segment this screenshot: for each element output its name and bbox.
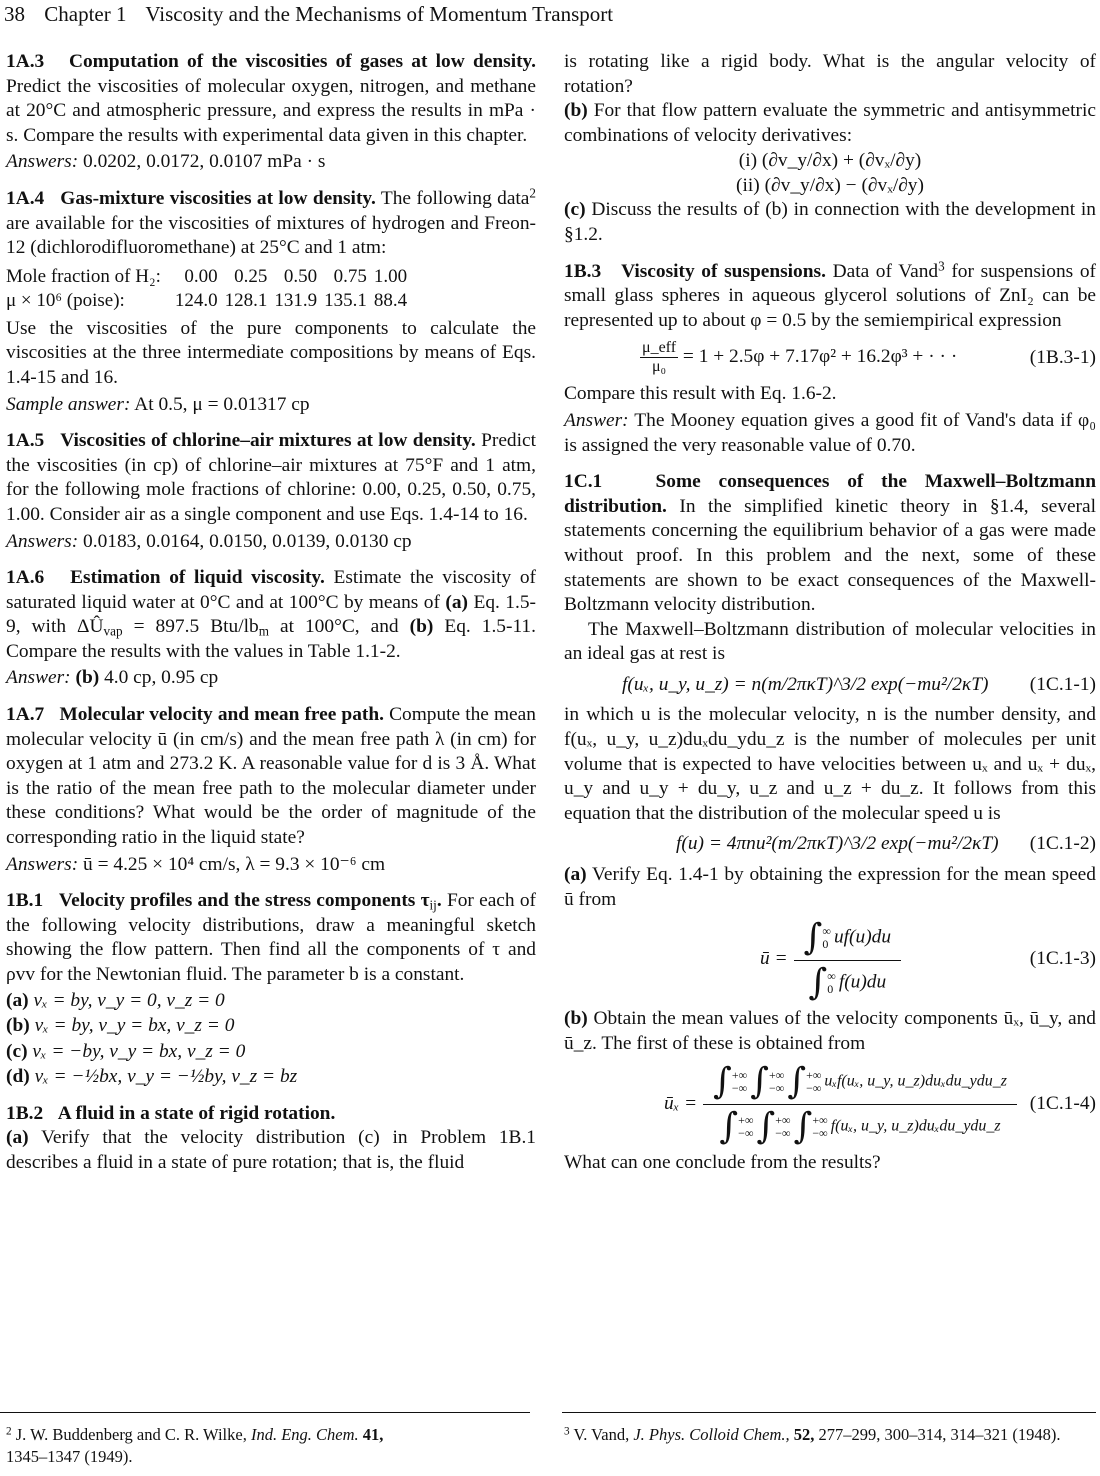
problem-id: 1B.2 [6, 1102, 44, 1124]
integral-sign: ∫ [803, 917, 823, 959]
equation-ii: (ii) (∂v_y/∂x) − (∂vₓ/∂y) [736, 175, 924, 197]
footnote-pages: 277–299, 300–314, 314–321 (1948). [818, 1425, 1061, 1444]
problem-body-2: Use the viscosities of the pure components to calculate the viscosities at the three intermediate compositions by means of Eqs. 1.4-15 and 16. [6, 317, 536, 388]
integrand: uₓf(uₓ, u_y, u_z)duₓdu_ydu_z [824, 1073, 1007, 1091]
equation-body [640, 339, 957, 376]
denominator [709, 1105, 1010, 1148]
problem-1B1 [6, 889, 536, 1089]
part-label: (b) [564, 1008, 588, 1030]
subscript: ij [429, 897, 437, 913]
problem-body-b: Eq. 1.5-9, with ΔÛ [6, 591, 536, 638]
integral-sign: ∫ [713, 1061, 732, 1103]
footnote-number: 3 [564, 1425, 570, 1438]
answer-label: Sample answer: [6, 393, 131, 415]
table-cell: 128.1 [224, 289, 268, 311]
footnote-ref: 3 [938, 257, 945, 273]
answer-label: Answers: [6, 151, 79, 173]
equation-1C1-2 [564, 832, 1096, 857]
list-item [6, 1013, 536, 1039]
footnote-rule [562, 1412, 1096, 1413]
item-label: (b) [6, 1015, 30, 1037]
problem-body-3: in which u is the molecular velocity, n is the number density, and f(uₓ, u_y, u_z)duₓdu_ydu_z is the number of molecules per unit volume that is expected to have velocities between uₓ and uₓ + duₓ, u_y and u_y + du_y, u_z and u_z + du_z. It follows from this equation that the distribution of the molecular speed u is [564, 704, 1096, 824]
table-cell: 135.1 [324, 289, 367, 311]
problem-body-cont: for suspensions of small glass spheres in aqueous glycerol solutions of ZnI₂ can be represented up to about φ = 0.5 by the semiempirical expression [564, 260, 1097, 331]
problem-1A7 [6, 703, 536, 877]
list-item [6, 988, 536, 1014]
part-label: (a) [6, 1127, 29, 1149]
problem-title: Molecular velocity and mean free path. [59, 704, 384, 726]
problem-body-c: Discuss the results of (b) in connection with the development in §1.2. [564, 199, 1096, 245]
page-number: 38 [4, 2, 25, 26]
lower-limit: −∞ [775, 1126, 791, 1141]
item-label: (d) [6, 1066, 30, 1088]
problem-body-b: For that flow pattern evaluate the symmetric and antisymmetric combinations of velocity derivatives: [564, 100, 1096, 146]
problem-body: Estimate the viscosity of saturated liquid water at 0°C and at 100°C by means of [6, 567, 536, 613]
lower-limit: −∞ [769, 1081, 785, 1096]
answer-label: Answers: [6, 530, 79, 552]
equation-lhs: ū = [760, 948, 788, 970]
fraction [794, 917, 901, 1004]
data-table [6, 265, 414, 313]
upper-limit: ∞ [827, 969, 836, 984]
row-label: Mole fraction of H₂: [6, 265, 161, 287]
equation-i: (i) (∂v_y/∂x) + (∂vₓ/∂y) [738, 150, 922, 172]
equation-lhs: ūₓ = [664, 1092, 698, 1114]
numerator: μ_eff [642, 339, 677, 357]
chapter-title: Viscosity and the Mechanisms of Momentum Transport [145, 2, 614, 26]
problem-body: Data of Vand [832, 260, 939, 282]
problem-body: Verify that the velocity distribution (c) in Problem 1B.1 describes a fluid in a state of pure rotation; that is, the fluid [6, 1127, 536, 1173]
problem-body-e: Eq. 1.5-11. Compare the results with the values in Table 1.1-2. [6, 616, 536, 662]
table-cell: 124.0 [174, 289, 218, 311]
problem-title: A fluid in a state of rigid rotation. [57, 1102, 336, 1124]
problem-body: The following data [380, 187, 530, 209]
table-cell: 0.00 [184, 265, 218, 287]
problem-1C1 [564, 470, 1096, 1176]
equation-number: (1C.1-3) [1029, 948, 1096, 970]
problem-id: 1B.3 [564, 260, 602, 282]
numerator [703, 1062, 1017, 1105]
problem-body: is rotating like a rigid body. What is the angular velocity of rotation? [564, 51, 1096, 97]
problem-title: Some consequences of the Maxwell–Boltzmann distribution. [564, 471, 1096, 517]
denominator [798, 961, 896, 1004]
equation-body: f(u) = 4πnu²(m/2πκT)^3/2 exp(−mu²/2κT) [676, 833, 999, 855]
equation-number: (1C.1-1) [1029, 673, 1096, 695]
problem-body: Compute the mean molecular velocity ū (in cm/s) and the mean free path λ (in cm) for oxygen at 1 atm and 273.2 K. A reasonable value for d is 3 Å. What is the ratio of the mean free path to the molecular diameter under these conditions? What would be the order of magnitude of the corresponding ratio in the liquid state? [6, 704, 536, 849]
integral-limits [732, 1069, 747, 1095]
upper-limit: +∞ [806, 1068, 822, 1083]
footnote-ref: 2 [529, 185, 537, 201]
footnote-journal: Ind. Eng. Chem. [250, 1425, 359, 1444]
answer-text: 4.0 cp, 0.95 cp [104, 667, 219, 689]
integral-limits [738, 1114, 753, 1140]
upper-limit: +∞ [731, 1068, 748, 1083]
integrand: f(u)du [838, 971, 887, 993]
problem-body-d: at 100°C, and [279, 616, 399, 638]
problem-body-c: Compare this result with Eq. 1.6-2. [564, 383, 837, 405]
fraction [640, 339, 678, 376]
answer [6, 666, 536, 691]
integral-limits [775, 1114, 790, 1140]
problem-body-end: What can one conclude from the results? [564, 1152, 881, 1174]
table-cell: 1.00 [373, 265, 408, 287]
problem-id: 1A.5 [6, 430, 45, 452]
problem-title: Viscosity of suspensions. [621, 260, 826, 282]
problem-body: Predict the viscosities (in cp) of chlorine–air mixtures at 75°F and 1 atm, for the following mole fractions of chlorine: 0.00, 0.25, 0.50, 0.75, 1.00. Consider air as a single component and use Eqs. 1.4-14 to 16. [6, 430, 537, 525]
integral-sign: ∫ [793, 1106, 813, 1148]
numerator [794, 918, 901, 961]
table-cell: 0.25 [234, 265, 268, 287]
equation-number: (1C.1-4) [1029, 1092, 1096, 1114]
problem-1B2-continued [564, 50, 1096, 248]
integral-limits [806, 1069, 821, 1095]
equation-number: (1B.3-1) [1029, 346, 1096, 368]
equation-body [760, 917, 901, 1004]
lower-limit: 0 [822, 937, 829, 952]
problem-1A3 [6, 50, 536, 175]
lower-limit: −∞ [806, 1081, 822, 1096]
integral-sign: ∫ [750, 1061, 769, 1103]
integrand: f(uₓ, u_y, u_z)duₓdu_ydu_z [830, 1118, 1001, 1136]
table-cell: 88.4 [373, 289, 408, 311]
integral-limits [822, 925, 831, 951]
part-label: (b) [409, 616, 434, 638]
footnote-number: 2 [6, 1425, 12, 1438]
table-cell: 0.75 [333, 265, 367, 287]
problem-id: 1C.1 [564, 471, 603, 493]
problem-body-b: Obtain the mean values of the velocity components ūₓ, ū_y, and ū_z. The first of these is obtained from [564, 1008, 1096, 1054]
answer [6, 393, 536, 418]
part-label: (a) [445, 591, 469, 613]
answer-text: 0.0183, 0.0164, 0.0150, 0.0139, 0.0130 cp [83, 530, 412, 552]
problem-title: Velocity profiles and the stress components τ [58, 890, 430, 912]
footnote-authors: V. Vand, [573, 1425, 630, 1444]
problem-1A6 [6, 566, 536, 691]
chapter-label: Chapter 1 [44, 2, 127, 26]
answer-text: 0.0202, 0.0172, 0.0107 mPa · s [83, 151, 326, 173]
subscript: m [258, 623, 269, 639]
answer-label: Answer: [564, 409, 629, 431]
equation-number: (1C.1-2) [1029, 833, 1096, 855]
answer-label: Answer: [6, 667, 71, 689]
item-text: vₓ = −½bx, v_y = −½by, v_z = bz [34, 1066, 298, 1088]
integrand: uf(u)du [833, 926, 892, 948]
lower-limit: −∞ [731, 1081, 748, 1096]
table-cell: 0.50 [283, 265, 318, 287]
problem-title: Estimation of liquid viscosity. [70, 567, 325, 589]
problem-body: Predict the viscosities of molecular oxygen, nitrogen, and methane at 20°C and atmospheric pressure, and express the results in mPa · s. Compare the results with experimental data given in this chapter. [6, 75, 536, 146]
problem-body-2: The Maxwell–Boltzmann distribution of molecular velocities in an ideal gas at rest is [564, 618, 1096, 665]
problem-title: Computation of the viscosities of gases at low density. [68, 51, 537, 72]
left-column [6, 50, 536, 1175]
item-label: (a) [6, 989, 29, 1011]
answer [6, 150, 536, 175]
velocity-list [6, 988, 536, 1090]
list-item [6, 1039, 536, 1065]
problem-1A4 [6, 187, 536, 417]
part-label: (c) [564, 199, 586, 221]
equation-body [664, 1061, 1017, 1148]
part-label: (b) [564, 100, 588, 122]
table-cell: 131.9 [274, 289, 318, 311]
upper-limit: +∞ [769, 1068, 785, 1083]
answer-text: At 0.5, μ = 0.01317 cp [134, 393, 310, 415]
problem-id: 1A.6 [6, 567, 45, 589]
problem-1B2 [6, 1102, 536, 1176]
problem-body: For each of the following velocity distributions, draw a meaningful sketch showing the flow pattern. Then find all the components of τ and ρvv for the Newtonian fluid. The parameter b is a constant. [6, 890, 536, 985]
footnote-rule [0, 1412, 530, 1413]
footnote-pages: 1345–1347 (1949). [6, 1447, 133, 1466]
footnote-volume: 41, [362, 1425, 384, 1444]
fraction [703, 1061, 1017, 1148]
title-end: . [436, 890, 442, 912]
answer [6, 530, 536, 555]
upper-limit: ∞ [822, 924, 831, 939]
footnote-volume: 52, [793, 1425, 815, 1444]
problem-body: In the simplified kinetic theory in §1.4, several statements concerning the equilibrium behavior of a gas were made without proof. In this problem and the next, some of these statements are shown to be exact consequences of the Maxwell-Boltzmann velocity distribution. [564, 495, 1096, 616]
subscript: vap [103, 623, 123, 639]
problem-id: 1A.7 [6, 704, 45, 726]
problem-body-c: = 897.5 Btu/lb [133, 616, 259, 638]
item-text: vₓ = −by, v_y = bx, v_z = 0 [32, 1040, 246, 1062]
problem-id: 1B.1 [6, 890, 44, 912]
table-row [6, 289, 414, 313]
item-text: vₓ = by, v_y = bx, v_z = 0 [34, 1015, 235, 1037]
footnote-authors: J. W. Buddenberg and C. R. Wilke, [15, 1425, 247, 1444]
upper-limit: +∞ [812, 1113, 828, 1128]
problem-title: Viscosities of chlorine–air mixtures at low density. [60, 430, 476, 452]
table-row [6, 265, 414, 289]
equation-body: f(uₓ, u_y, u_z) = n(m/2πκT)^3/2 exp(−mu²/2κT) [622, 673, 989, 695]
list-item [6, 1064, 536, 1090]
equation-1C1-4 [564, 1061, 1096, 1148]
integral-limits [827, 970, 836, 996]
item-label: (c) [6, 1040, 28, 1062]
lower-limit: 0 [827, 982, 834, 997]
row-label: μ × 10⁶ (poise): [6, 289, 125, 311]
answer-label: Answers: [6, 853, 79, 875]
item-text: vₓ = by, v_y = 0, v_z = 0 [33, 989, 225, 1011]
footnote-3 [564, 1424, 1096, 1446]
upper-limit: +∞ [775, 1113, 791, 1128]
answer [564, 409, 1096, 458]
equation-1B3-1 [564, 339, 1096, 376]
footnote-2 [6, 1424, 526, 1468]
problem-1B3 [564, 257, 1097, 459]
integral-limits [812, 1114, 827, 1140]
equation-rhs: = 1 + 2.5φ + 7.17φ² + 16.2φ³ + · · · [682, 346, 958, 368]
integral-sign: ∫ [719, 1106, 739, 1148]
answer-text: ū = 4.25 × 10⁴ cm/s, λ = 9.3 × 10⁻⁶ cm [83, 853, 386, 875]
problem-1A5 [6, 429, 536, 554]
equation-1C1-3 [564, 917, 1096, 1004]
problem-title: Gas-mixture viscosities at low density. [60, 187, 376, 209]
lower-limit: −∞ [812, 1126, 828, 1141]
problem-id: 1A.4 [6, 187, 45, 209]
upper-limit: +∞ [738, 1113, 754, 1128]
problem-body-a: Verify Eq. 1.4-1 by obtaining the expression for the mean speed ū from [564, 864, 1096, 910]
right-column [564, 50, 1096, 1176]
problem-body-cont: are available for the viscosities of mixtures of hydrogen and Freon-12 (dichlorodifluoromethane) at 25°C and 1 atm: [6, 212, 536, 259]
integral-sign: ∫ [756, 1106, 776, 1148]
integral-sign: ∫ [808, 962, 828, 1004]
answer-text: The Mooney equation gives a good fit of Vand's data if φ₀ is assigned the very reasonable value of 0.70. [564, 409, 1097, 456]
answer [6, 853, 536, 878]
integral-sign: ∫ [787, 1061, 807, 1103]
equation-1C1-1 [564, 673, 1096, 698]
part-label: (b) [75, 667, 100, 689]
integral-limits [769, 1069, 784, 1095]
footnote-journal: J. Phys. Colloid Chem., [633, 1425, 790, 1444]
lower-limit: −∞ [738, 1126, 754, 1141]
part-label: (a) [564, 864, 587, 886]
denominator: μ₀ [651, 358, 667, 376]
running-header [4, 2, 613, 27]
problem-id: 1A.3 [6, 51, 45, 72]
